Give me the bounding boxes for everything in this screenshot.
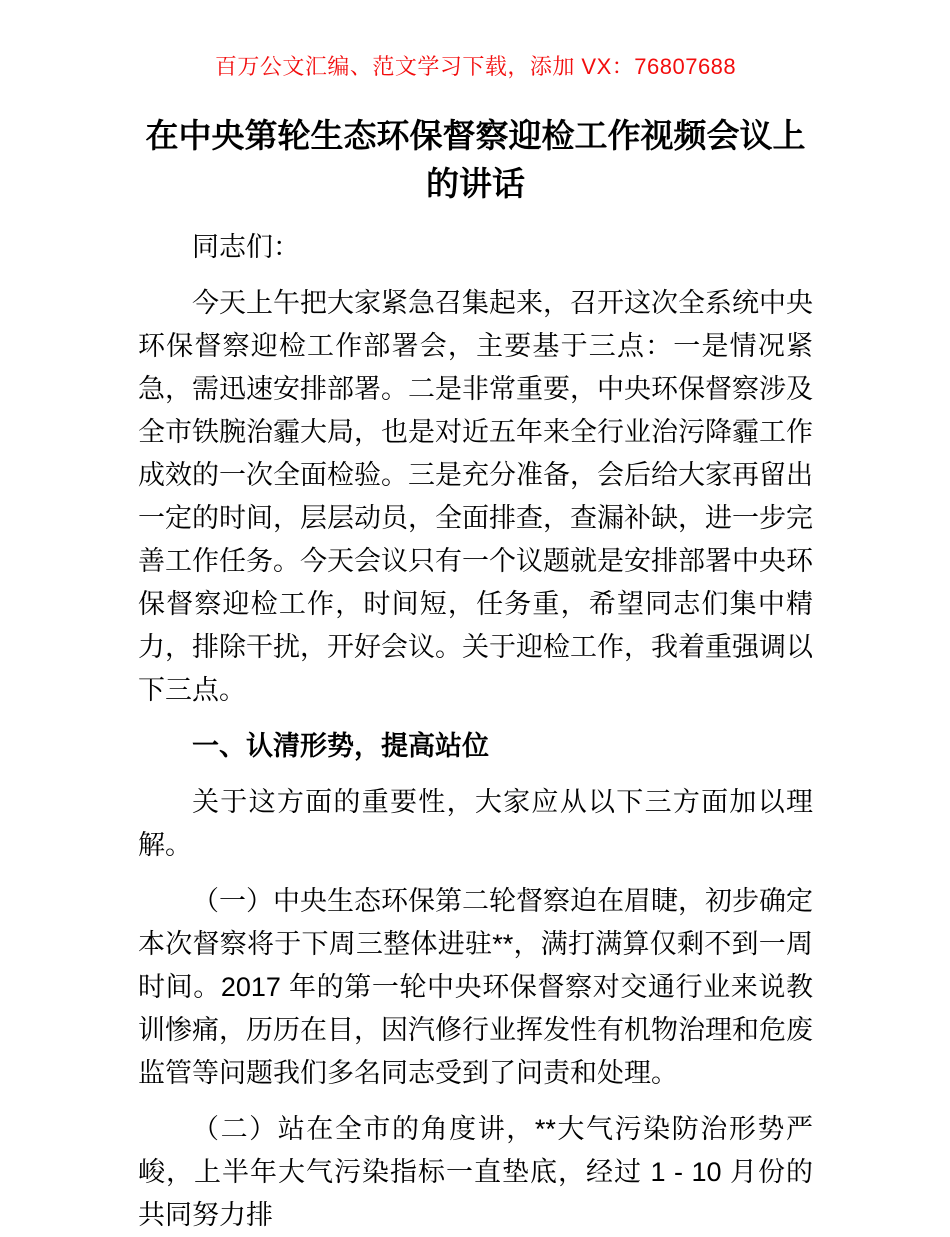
paragraph-point-1: （一）中央生态环保第二轮督察迫在眉睫，初步确定本次督察将于下周三整体进驻**，满打满算仅剩不到一周时间。2017 年的第一轮中央环保督察对交通行业来说教训惨痛，历历在目，因汽修行业挥发性有机物治理和危废监管等问题我们多名同志受到了问责和处理。 [138,886,813,1088]
paragraph-section-lead: 关于这方面的重要性，大家应从以下三方面加以理解。 [138,787,813,860]
document-title: 在中央第轮生态环保督察迎检工作视频会议上的讲话 [145,117,806,202]
paragraph-salutation: 同志们： [192,232,300,262]
paragraph-point-2: （二）站在全市的角度讲，**大气污染防治形势严峻，上半年大气污染指标一直垫底，经过 1 - 10 月份的共同努力排 [138,1114,813,1230]
promo-watermark-notice: 百万公文汇编、范文学习下载，添加 VX：76807688 [214,54,737,79]
paragraph-intro: 今天上午把大家紧急召集起来，召开这次全系统中央环保督察迎检工作部署会，主要基于三点：一是情况紧急，需迅速安排部署。二是非常重要，中央环保督察涉及全市铁腕治霾大局，也是对近五年来全行业治污降霾工作成效的一次全面检验。三是充分准备，会后给大家再留出一定的时间，层层动员，全面排查，查漏补缺，进一步完善工作任务。今天会议只有一个议题就是安排部署中央环保督察迎检工作，时间短，任务重，希望同志们集中精力，排除干扰，开好会议。关于迎检工作，我着重强调以下三点。 [138,288,813,705]
document-body [138,226,813,1237]
section-heading-1: 一、认清形势，提高站位 [192,731,489,761]
